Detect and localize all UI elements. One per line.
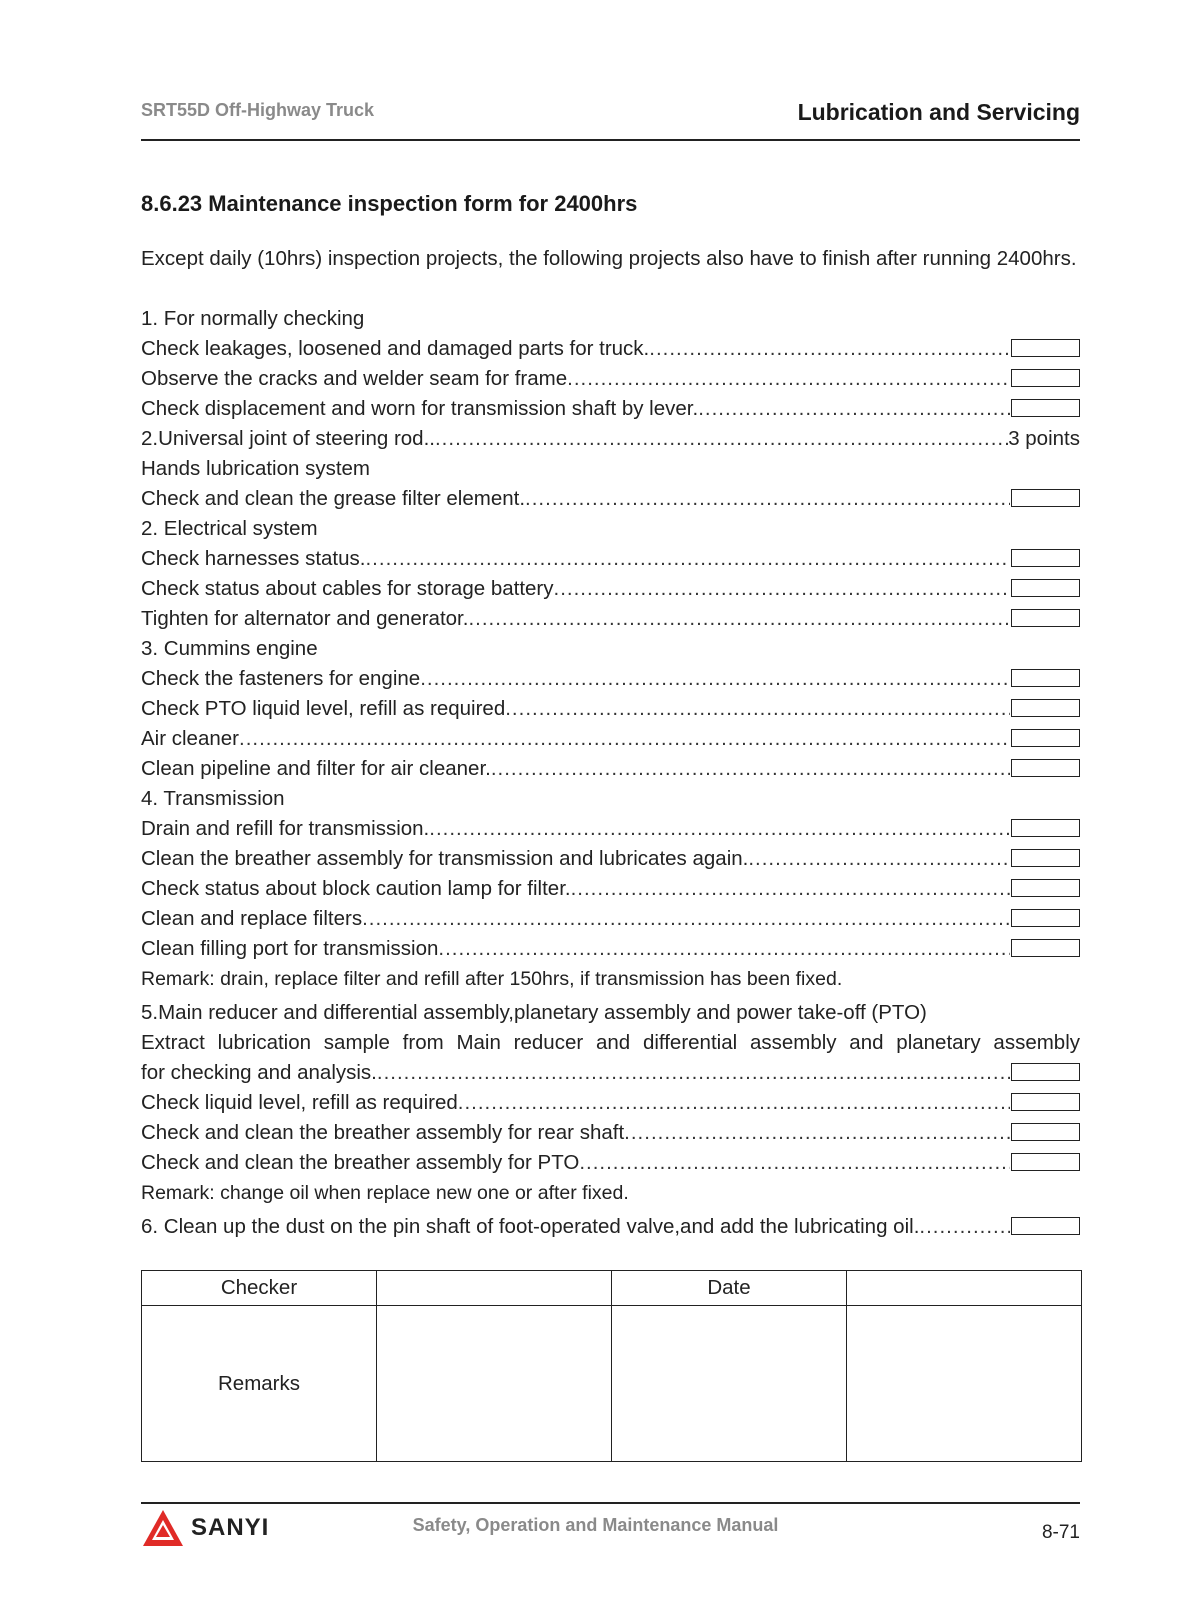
- checklist-item: Check displacement and worn for transmission shaft by lever. .....: [141, 394, 1080, 424]
- heading-main-reducer: 5.Main reducer and differential assembly,planetary assembly and power take-off (PTO): [141, 1001, 927, 1024]
- remarks-field[interactable]: [847, 1306, 1082, 1462]
- date-label: Date: [612, 1271, 847, 1306]
- check-box[interactable]: [1011, 609, 1080, 627]
- checklist-item: Check and clean the grease filter element. .....: [141, 484, 1080, 514]
- remark-transmission: Remark: drain, replace filter and refill after 150hrs, if transmission has been fixed.: [141, 968, 843, 990]
- check-box[interactable]: [1011, 939, 1080, 957]
- checklist-item: Check liquid level, refill as required .....: [141, 1088, 1080, 1118]
- header-chapter-title: Lubrication and Servicing: [797, 99, 1080, 125]
- check-box[interactable]: [1011, 699, 1080, 717]
- check-box[interactable]: [1011, 1123, 1080, 1141]
- date-field[interactable]: [847, 1271, 1082, 1306]
- checklist-item: Clean the breather assembly for transmission and lubricates again. .....: [141, 844, 1080, 874]
- checklist-item: Observe the cracks and welder seam for frame .....: [141, 364, 1080, 394]
- check-box[interactable]: [1011, 399, 1080, 417]
- checklist-item: Check status about cables for storage battery .....: [141, 574, 1080, 604]
- checklist-item-points: 2.Universal joint of steering rod.. ..... 3 points: [141, 424, 1080, 454]
- page-number: 8-71: [1041, 1522, 1080, 1543]
- footer-divider: [141, 1502, 1080, 1504]
- checklist-item: Check and clean the breather assembly for PTO .....: [141, 1148, 1080, 1178]
- check-box[interactable]: [1011, 489, 1080, 507]
- checklist-item: Drain and refill for transmission. .....: [141, 814, 1080, 844]
- check-box[interactable]: [1011, 759, 1080, 777]
- check-box[interactable]: [1011, 819, 1080, 837]
- checklist-item: Check the fasteners for engine .....: [141, 664, 1080, 694]
- check-box[interactable]: [1011, 1063, 1080, 1081]
- check-box[interactable]: [1011, 909, 1080, 927]
- check-box[interactable]: [1011, 1153, 1080, 1171]
- check-box[interactable]: [1011, 1217, 1080, 1235]
- checklist-item: Check and clean the breather assembly for rear shaft .....: [141, 1118, 1080, 1148]
- checklist-item: Clean filling port for transmission .....: [141, 934, 1080, 964]
- check-box[interactable]: [1011, 549, 1080, 567]
- signature-table: [141, 1270, 1082, 1462]
- check-box[interactable]: [1011, 879, 1080, 897]
- section-title: 8.6.23 Maintenance inspection form for 2400hrs: [141, 191, 638, 216]
- remarks-field[interactable]: [612, 1306, 847, 1462]
- check-box[interactable]: [1011, 849, 1080, 867]
- checklist-item: Check status about block caution lamp for filter. .....: [141, 874, 1080, 904]
- check-box[interactable]: [1011, 339, 1080, 357]
- instruction-text: Extract lubrication sample from Main reducer and differential assembly and planetary assembly: [141, 1031, 1080, 1054]
- check-box[interactable]: [1011, 729, 1080, 747]
- checklist-item: Check leakages, loosened and damaged parts for truck. .....: [141, 334, 1080, 364]
- heading-electrical-system: 2. Electrical system: [141, 517, 318, 540]
- checklist-item: Air cleaner .....: [141, 724, 1080, 754]
- remarks-field[interactable]: [377, 1306, 612, 1462]
- checklist-item: for checking and analysis. .....: [141, 1058, 1080, 1088]
- logo-text: SANYI: [191, 1514, 270, 1541]
- points-count: 3 points: [1008, 427, 1080, 450]
- heading-hands-lubrication: Hands lubrication system: [141, 457, 371, 480]
- checker-field[interactable]: [377, 1271, 612, 1306]
- check-box[interactable]: [1011, 1093, 1080, 1111]
- check-box[interactable]: [1011, 669, 1080, 687]
- checklist-item: Clean pipeline and filter for air cleaner. .....: [141, 754, 1080, 784]
- checklist-item: Check PTO liquid level, refill as required .....: [141, 694, 1080, 724]
- remark-oil: Remark: change oil when replace new one or after fixed.: [141, 1182, 629, 1204]
- remarks-label: Remarks: [142, 1306, 377, 1462]
- checklist-item: 6. Clean up the dust on the pin shaft of foot-operated valve,and add the lubricating oil. .....: [141, 1212, 1080, 1242]
- checklist-item: Clean and replace filters .....: [141, 904, 1080, 934]
- check-box[interactable]: [1011, 369, 1080, 387]
- heading-cummins-engine: 3. Cummins engine: [141, 637, 318, 660]
- checker-label: Checker: [142, 1271, 377, 1306]
- header-divider: [141, 139, 1080, 141]
- intro-paragraph: Except daily (10hrs) inspection projects, the following projects also have to finish after running 2400hrs.: [141, 247, 1077, 270]
- check-box[interactable]: [1011, 579, 1080, 597]
- checklist-item: Check harnesses status. .....: [141, 544, 1080, 574]
- heading-normal-checking: 1. For normally checking: [141, 307, 365, 330]
- footer-manual-title: Safety, Operation and Maintenance Manual: [412, 1515, 779, 1535]
- header-doc-title: SRT55D Off-Highway Truck: [141, 100, 375, 120]
- heading-transmission: 4. Transmission: [141, 787, 285, 810]
- checklist-item: Tighten for alternator and generator. .....: [141, 604, 1080, 634]
